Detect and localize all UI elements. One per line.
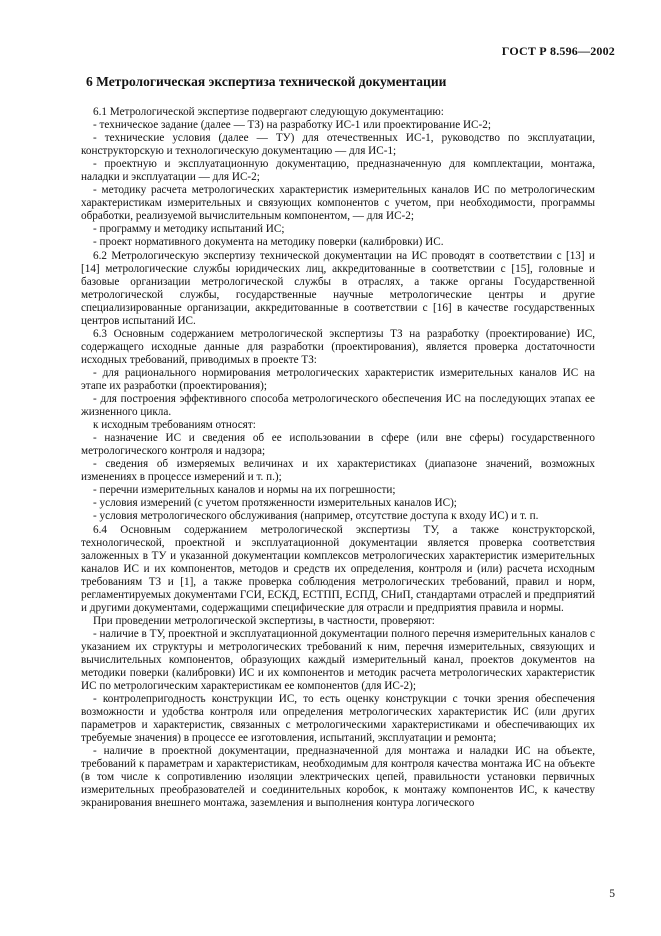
paragraph: - сведения об измеряемых величинах и их характеристиках (диапазоне значений, возможных изменениях в процессе измерений и т. п.);: [81, 458, 595, 484]
paragraph: 6.3 Основным содержанием метрологической экспертизы ТЗ на разработку (проектирование) ИС, содержащего исходные данные для разработки (проектирования), является проверка достаточности исходных требований, приводимых в проекте ТЗ:: [81, 327, 595, 366]
paragraph: к исходным требованиям относят:: [93, 419, 256, 432]
paragraph: - технические условия (далее — ТУ) для отечественных ИС-1, руководство по эксплуатации, конструкторскую и технологическую документацию — для ИС-1;: [81, 132, 595, 158]
paragraph: - методику расчета метрологических характеристик измерительных каналов ИС по метрологическим характеристикам измерительных и связующих компонентов с учетом, при необходимости, программы обработки, реализуемой вычислительным компонентом, — для ИС-2;: [81, 184, 595, 223]
paragraph: 6.4 Основным содержанием метрологической экспертизы ТУ, а также конструкторской, технологической, проектной и эксплуатационной документации является проверка соответствия заложенных в ТУ и указанной документации комплексов метрологических характеристик измерительных каналов ИС и их компонентов, методов и средств их определения, контроля и (или) расчета исходным требованиям ТЗ и [1], а также проверка соблюдения метрологических требований, правил и норм, регламентируемых документами ГСИ, ЕСКД, ЕСТПП, ЕСПД, СНиП, стандартами отраслей и предприятий и другими документами, содержащими специфические для отрасли и предприятия правила и нормы.: [81, 523, 595, 614]
paragraph: - условия измерений (с учетом протяженности измерительных каналов ИС);: [93, 497, 457, 510]
section-title: 6 Метрологическая экспертиза технической документации: [86, 74, 447, 89]
page-number: 5: [609, 888, 615, 900]
paragraph: 6.1 Метрологической экспертизе подвергают следующую документацию:: [93, 106, 444, 118]
paragraph: 6.2 Метрологическую экспертизу технической документации на ИС проводят в соответствии с [13] и [14] метрологические службы юридических лиц, аккредитованные в соответствии с [15], головные и базовые организации метрологической службы в отраслях, а также органы Государственной метрологической службы, государственные научные метрологические центры и другие специализированные организации, аккредитованные в соответствии с [16] в качестве государственных центров испытаний ИС.: [81, 249, 595, 327]
paragraph: - программу и методику испытаний ИС;: [93, 223, 285, 236]
paragraph: - для построения эффективного способа метрологического обеспечения ИС на последующих этапах ее жизненного цикла.: [81, 393, 595, 419]
standard-header: ГОСТ Р 8.596—2002: [501, 44, 615, 58]
paragraph: - проект нормативного документа на методику поверки (калибровки) ИС.: [93, 236, 444, 249]
paragraph: - техническое задание (далее — ТЗ) на разработку ИС-1 или проектирование ИС-2;: [93, 119, 491, 132]
section-body: [81, 106, 595, 811]
paragraph: - условия метрологического обслуживания (например, отсутствие доступа к входу ИС) и т. п.: [93, 510, 539, 523]
paragraph: - для рационального нормирования метрологических характеристик измерительных каналов ИС на этапе их разработки (проектирования);: [81, 366, 595, 392]
paragraph: - контролепригодность конструкции ИС, то есть оценку конструкции с точки зрения обеспечения возможности и удобства контроля или определения метрологических характеристик ИС (или других параметров и характеристик, связанных с метрологическими характеристиками и обеспечивающих их требуемые значения) в процессе ее изготовления, испытаний, эксплуатации и ремонта;: [81, 693, 595, 745]
paragraph: - перечни измерительных каналов и нормы на их погрешности;: [93, 484, 396, 497]
paragraph: - назначение ИС и сведения об ее использовании в сфере (или вне сферы) государственного метрологического контроля и надзора;: [81, 432, 595, 458]
paragraph: - наличие в ТУ, проектной и эксплуатационной документации полного перечня измерительных каналов с указанием их структуры и метрологических требований к ним, перечня измерительных, связующих и вычислительных компонентов, образующих каждый измерительный канал, проектов документов на методики поверки (калибровки) ИС и их компонентов и методик расчета метрологических характеристик ИС по метрологическим характеристикам ее компонентов (для ИС-2);: [81, 627, 595, 693]
paragraph: - проектную и эксплуатационную документацию, предназначенную для комплектации, монтажа, наладки и эксплуатации — для ИС-2;: [81, 158, 595, 184]
paragraph: - наличие в проектной документации, предназначенной для монтажа и наладки ИС на объекте, требований к параметрам и характеристикам, необходимым для контроля качества монтажа ИС на объекте (в том числе к сопротивлению изоляции электрических цепей, правильности установки первичных измерительных преобразователей и соединительных коробок, к монтажу компонентов ИС, к качеству экранирования внешнего монтажа, заземления и выполнения контура логического: [81, 745, 595, 810]
paragraph: При проведении метрологической экспертизы, в частности, проверяют:: [93, 614, 435, 627]
